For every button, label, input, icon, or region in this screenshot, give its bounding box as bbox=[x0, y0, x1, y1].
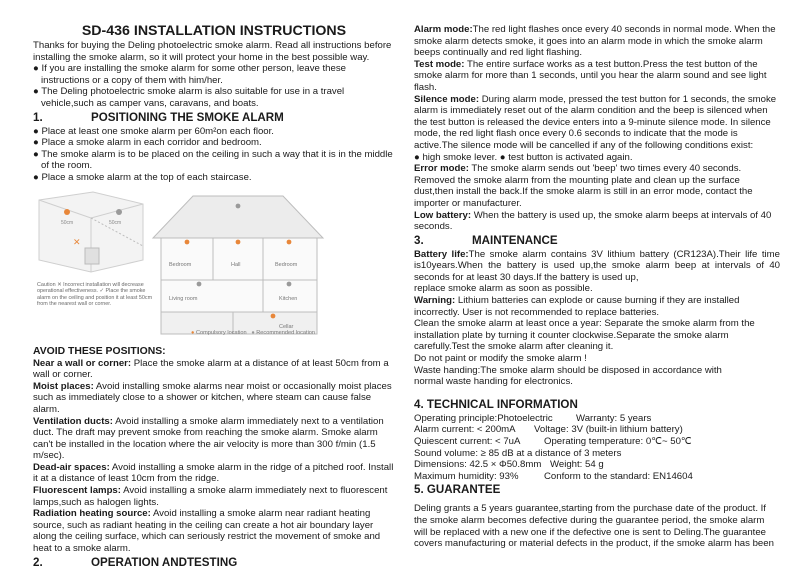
error-mode: Error mode: The smoke alarm sends out 'beep' two times every 40 seconds. Removed the smoke alarm from the mounting plate and clean up the surface dust,then install the back.If the smoke alarm is still in an error mode, contact the importer or manufacturer. bbox=[414, 163, 753, 209]
avoid-item: Moist places: Avoid installing smoke alarms near moist or occasionally moist places such as immediately close to a shower or kitchen, where steam can cause false alarm. bbox=[33, 380, 392, 415]
placement-diagram bbox=[33, 190, 333, 338]
room-label: Hall bbox=[231, 261, 241, 268]
alarm-marker bbox=[236, 239, 241, 244]
waste-note: Waste handing:The smoke alarm should be disposed in accordance with bbox=[414, 364, 722, 376]
avoid-item: Fluorescent lamps: Avoid installing a smoke alarm immediately next to fluorescent lamps,such as halogen lights. bbox=[33, 485, 388, 508]
avoid-item: Dead-air spaces: Avoid installing a smoke alarm in the ridge of a pitched roof. Install it at a distance of least 10cm from the ridge. bbox=[33, 461, 394, 485]
house-illustration bbox=[33, 190, 333, 338]
svg-text:50cm: 50cm bbox=[109, 219, 122, 226]
section-5-heading: 5. GUARANTEE bbox=[414, 483, 501, 497]
svg-text:50cm: 50cm bbox=[61, 219, 74, 226]
left-column bbox=[33, 0, 395, 571]
section-4-heading: 4. TECHNICAL INFORMATION bbox=[414, 397, 578, 411]
alarm-marker bbox=[236, 203, 241, 208]
alarm-marker bbox=[271, 313, 276, 318]
tech-row: Operating principle:Photoelectric Warranty: 5 years bbox=[414, 412, 652, 424]
recommended-icon: ● bbox=[251, 329, 255, 336]
intro-bullet: ● The Deling photoelectric smoke alarm is also suitable for use in a travel vehicle,such as camper vans, caravans, and boats. bbox=[33, 86, 345, 109]
compulsory-icon: ● bbox=[191, 329, 195, 336]
diagram-legend: ● Compulsory location ● Recommended location bbox=[191, 329, 316, 336]
section-3-heading: 3. MAINTENANCE bbox=[414, 233, 558, 247]
alarm-marker bbox=[287, 281, 292, 286]
test-mode: Test mode: The entire surface works as a test button.Press the test button of the smoke alarm for more than 1 seconds, until you hear the alarm sound and see light flash. bbox=[414, 58, 767, 93]
position-bullet: ● Place a smoke alarm in each corridor and bedroom. bbox=[33, 137, 262, 149]
intro-text: Thanks for buying the Deling photoelectric smoke alarm. Read all instructions before installing the smoke alarm, so it will protect your home in the best possible way. bbox=[33, 40, 392, 63]
avoid-item: Near a wall or corner: Place the smoke alarm at a distance of at least 50cm from a wall or corner. bbox=[33, 357, 389, 381]
room-label: Bedroom bbox=[275, 261, 298, 268]
position-bullet: ● Place a smoke alarm at the top of each staircase. bbox=[33, 171, 252, 183]
room-label: Bedroom bbox=[169, 261, 192, 268]
warning: Warning: Lithium batteries can explode or cause burning if they are installed incorrectly. User is not recommended to replace batteries. bbox=[414, 295, 740, 318]
tech-row: Sound volume: ≥ 85 dB at a distance of 3 meters bbox=[414, 447, 622, 459]
low-battery: Low battery: When the battery is used up, the smoke alarm beeps at intervals of 40 seconds. bbox=[414, 209, 772, 233]
guarantee-text: Deling grants a 5 years guarantee,starting from the purchase date of the product. If the smoke alarm becomes defective during the guarantee period, the smoke alarm will be replaced with a new one if the defective one is sent to Deling.The guarantee covers manufacturing or material defects in the product, if the smoke alarm has been bbox=[414, 503, 774, 550]
section-2-heading: 2. OPERATION ANDTESTING bbox=[33, 555, 238, 569]
avoid-heading: AVOID THESE POSITIONS: bbox=[33, 345, 166, 357]
silence-conditions: ● high smoke lever. ● test button is activated again. bbox=[414, 151, 633, 163]
tech-row: Dimensions: 42.5 × Φ50.8mm Weight: 54 g bbox=[414, 459, 604, 471]
tech-row: Alarm current: < 200mA Voltage: 3V (built-in lithium battery) bbox=[414, 424, 683, 436]
position-bullet: ● The smoke alarm is to be placed on the ceiling in such a way that it is in the middle of the room. bbox=[33, 148, 393, 172]
room-label: Cellar bbox=[279, 323, 294, 330]
tech-row: Maximum humidity: 93% Conform to the standard: EN14604 bbox=[414, 470, 693, 482]
avoid-item: Ventilation ducts: Avoid installing a smoke alarm immediately next to a ventilation duct. The draft may prevent smoke from reaching the smoke alarm. Smoke alarm can't be installed in the location where the air velocity is more than 300 f/min (1.5 m/sec). bbox=[33, 415, 384, 462]
corner-inset bbox=[39, 192, 143, 272]
avoid-item: Radiation heating source: Avoid installing a smoke alarm near radiant heating source, such as radiant heating in the ceiling can create a hot air boundary layer along the ceiling surface, which can seriously restrict the movement of smoke and heat to a smoke alarm. bbox=[33, 508, 381, 555]
tech-row: Quiescent current: < 7uA Operating temperature: 0℃~ 50℃ bbox=[414, 436, 692, 447]
silence-mode: Silence mode: During alarm mode, pressed the test button for 1 seconds, the smoke alarm is immediately reset out of the alarm condition and the beep is silenced when the test button is released the device enters into a 9-minute silence mode. In silence mode, the red light flash once every 0.6 seconds to indicate that the mode is active.The silence mode will be cancelled if any of the following conditions exist: bbox=[414, 93, 777, 151]
alarm-marker bbox=[197, 281, 202, 286]
alarm-marker bbox=[185, 239, 190, 244]
svg-text:✕: ✕ bbox=[73, 237, 81, 248]
room-label: Kitchen bbox=[279, 295, 298, 302]
clean-note: Clean the smoke alarm at least once a year: Separate the smoke alarm from the installation plate by turning it counter clockwise.Separate the smoke alarm carefully.Test the smoke alarm after cleaning it. bbox=[414, 318, 755, 353]
alarm-mode: Alarm mode:The red light flashes once every 40 seconds in normal mode. When the smoke alarm detects smoke, it goes into an alarm mode in which the smoke alarm beeps continually and red light flashing. bbox=[414, 24, 776, 59]
right-column bbox=[414, 24, 780, 550]
no-paint-note: Do not paint or modify the smoke alarm ! bbox=[414, 353, 587, 365]
battery-life: Battery life:The smoke alarm contains 3V lithium battery (CR123A).Their life time is10years.When the battery is used up,the smoke alarm beep at intervals of 40 seconds for at least 30 days.If the battery is used up, bbox=[414, 248, 780, 283]
waste-note-2: normal waste handing for electronics. bbox=[414, 376, 573, 388]
position-bullet: ● Place at least one smoke alarm per 60m²on each floor. bbox=[33, 125, 274, 137]
replace-note: replace smoke alarm as soon as possible. bbox=[414, 283, 593, 295]
section-1-heading: 1. POSITIONING THE SMOKE ALARM bbox=[33, 110, 284, 124]
page-title: SD-436 INSTALLATION INSTRUCTIONS bbox=[81, 23, 347, 39]
room-label: Living room bbox=[169, 295, 198, 302]
caution-note: Caution ✕ Incorrect installation will decrease operational effectiveness. ✓ Place the smoke alarm on the ceiling and position it at least 50cm from the nearest wall or corner. bbox=[37, 281, 153, 308]
intro-bullet: ● If you are installing the smoke alarm for some other person, leave these instructions or a copy of them with him/her. bbox=[33, 63, 346, 86]
tech-table bbox=[414, 413, 780, 483]
alarm-marker bbox=[287, 239, 292, 244]
